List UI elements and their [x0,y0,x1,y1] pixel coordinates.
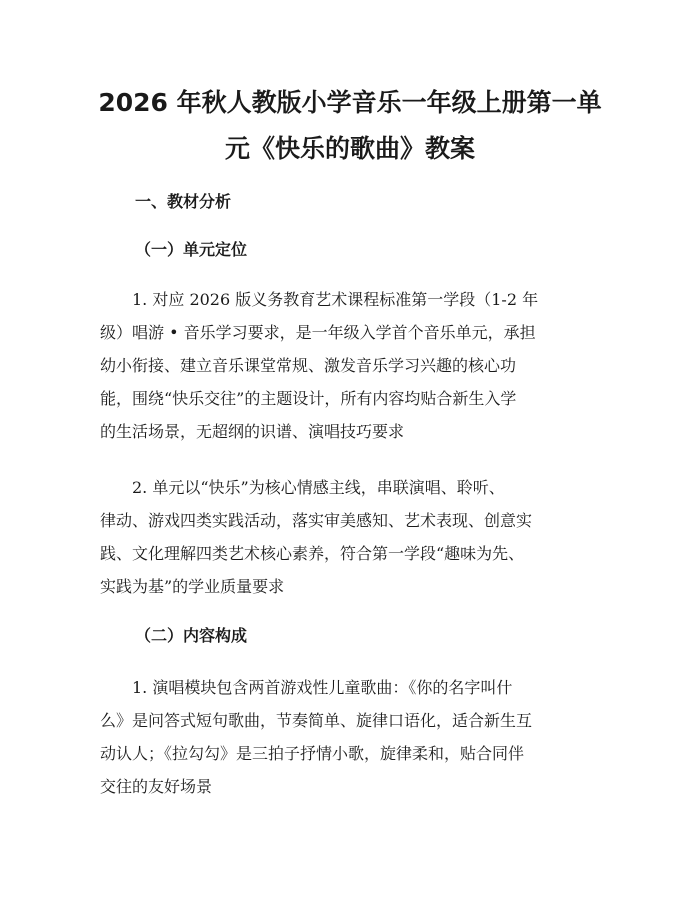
paragraph-line: 级）唱游 • 音乐学习要求，是一年级入学首个音乐单元，承担 [100,323,536,342]
subsection-heading: （二）内容构成 [135,626,248,645]
paragraph [100,283,600,448]
document-title-line-1: 2026 年秋人教版小学音乐一年级上册第一单 [98,88,602,117]
paragraph-line: 1. 演唱模块包含两首游戏性儿童歌曲：《你的名字叫什 [132,678,513,697]
paragraph-line: 能，围绕“快乐交往”的主题设计，所有内容均贴合新生入学 [100,389,517,408]
document-title-line-2: 元《快乐的歌曲》教案 [224,134,475,163]
paragraph-line: 的生活场景，无超纲的识谱、演唱技巧要求 [100,422,405,441]
paragraph-line: 幼小衔接、建立音乐课堂常规、激发音乐学习兴趣的核心功 [100,356,517,375]
section-heading: 一、教材分析 [135,192,232,211]
paragraph-line: 2. 单元以“快乐”为核心情感主线，串联演唱、聆听、 [132,478,505,497]
paragraph-line: 动认人；《拉勾勾》是三拍子抒情小歌，旋律柔和，贴合同伴 [100,744,525,763]
paragraph-line: 1. 对应 2026 版义务教育艺术课程标准第一学段（1-2 年 [132,290,539,309]
paragraph-line: 么》是问答式短句歌曲，节奏简单、旋律口语化，适合新生互 [100,711,533,730]
paragraph-line: 践、文化理解四类艺术核心素养，符合第一学段“趣味为先、 [100,544,525,563]
subsection-heading: （一）单元定位 [135,240,248,259]
paragraph-line: 实践为基”的学业质量要求 [100,577,285,596]
paragraph [100,671,600,803]
paragraph-line: 交往的友好场景 [100,777,213,796]
paragraph [100,471,600,603]
paragraph-line: 律动、游戏四类实践活动，落实审美感知、艺术表现、创意实 [100,511,533,530]
